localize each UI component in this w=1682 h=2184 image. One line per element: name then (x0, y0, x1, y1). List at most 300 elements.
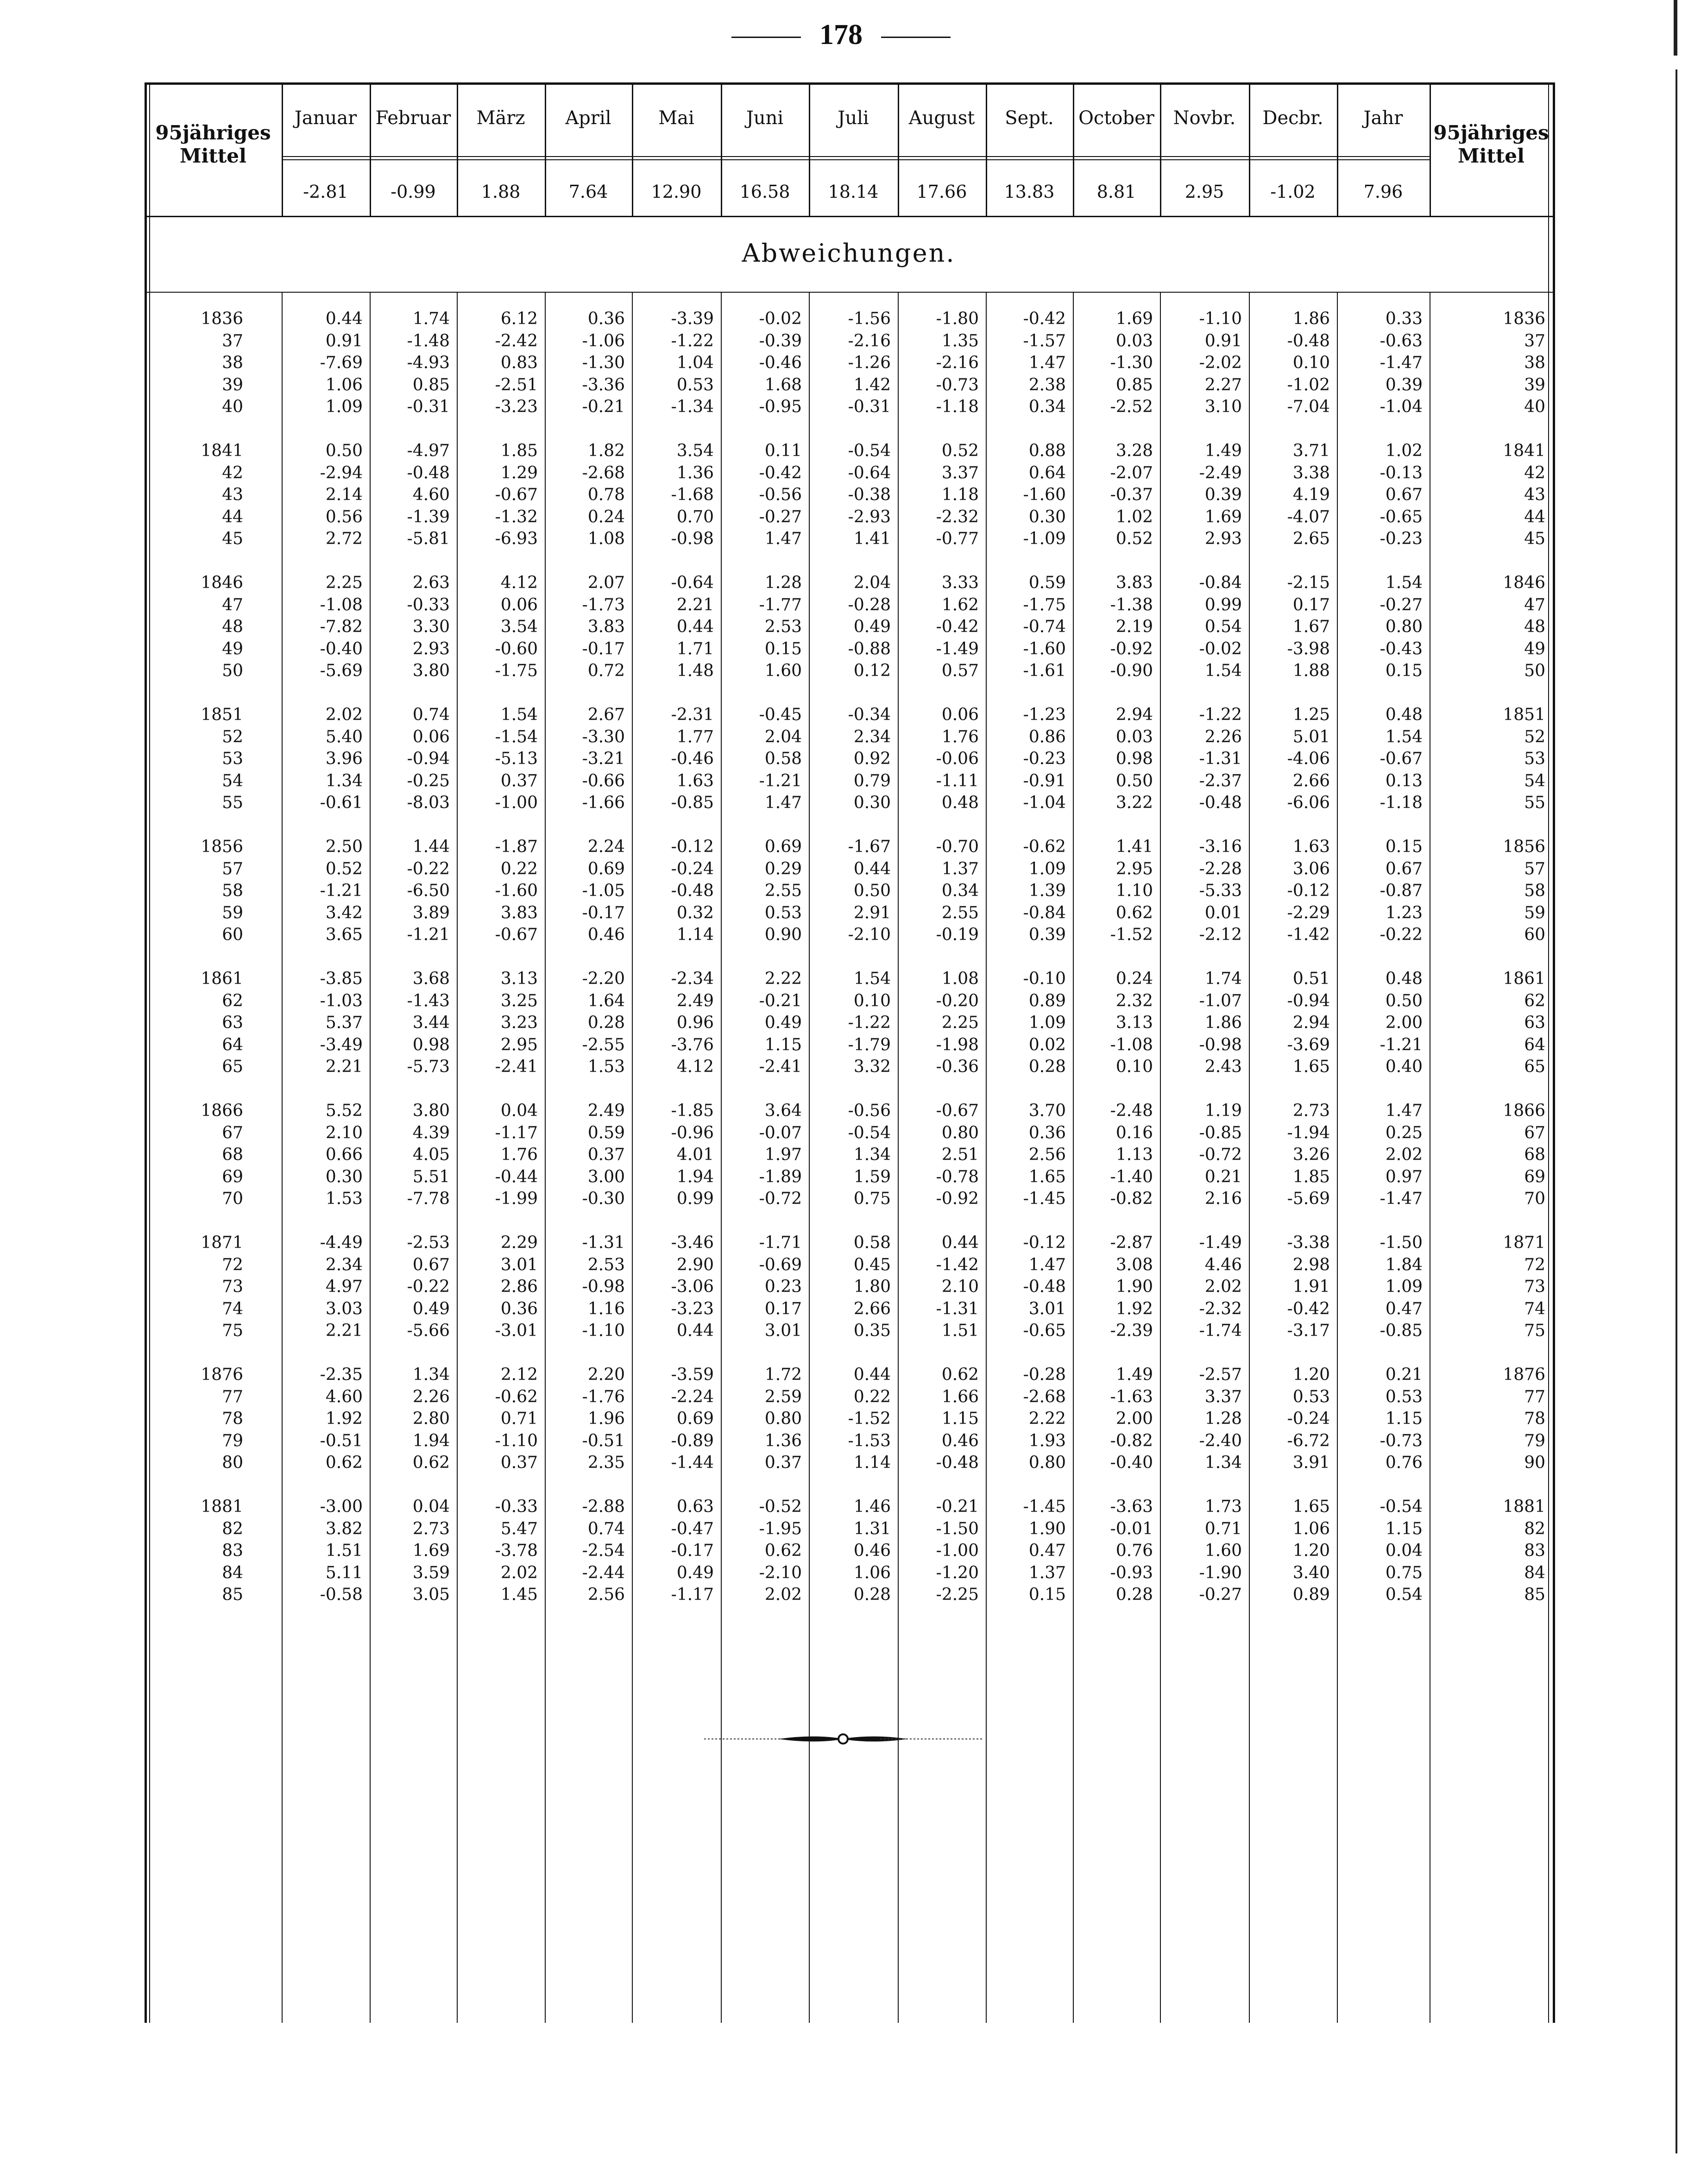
table-cell: -1.38 (1110, 595, 1153, 615)
year-label: 63 (222, 1013, 243, 1032)
table-cell: -0.62 (1023, 837, 1066, 856)
table-cell: 0.64 (1028, 463, 1066, 483)
year-label-right: 1876 (1503, 1365, 1545, 1384)
table-cell: -0.85 (671, 793, 714, 812)
table-cell: 0.30 (325, 1167, 363, 1186)
table-cell: 3.03 (325, 1299, 363, 1318)
body-col-rule (898, 292, 899, 2023)
table-cell: 0.49 (412, 1299, 450, 1318)
year-label: 59 (222, 903, 243, 923)
table-cell: 0.62 (941, 1365, 979, 1384)
table-cell: -2.34 (671, 969, 714, 988)
table-cell: -7.69 (320, 353, 363, 372)
table-cell: 0.53 (1385, 1387, 1423, 1406)
table-cell: 1.41 (853, 529, 891, 548)
year-label: 54 (222, 771, 243, 791)
side-label-line2: Mittel (1458, 144, 1525, 167)
header-bottom-rule (145, 216, 1553, 217)
table-cell: 1.09 (1385, 1277, 1423, 1296)
table-cell: -1.07 (1199, 991, 1242, 1010)
table-cell: -0.42 (936, 617, 979, 636)
table-cell: 0.80 (1028, 1453, 1066, 1472)
table-cell: 3.70 (1028, 1101, 1066, 1120)
table-cell: 0.30 (853, 793, 891, 812)
table-cell: -2.41 (495, 1057, 538, 1076)
table-cell: 0.50 (1115, 771, 1153, 791)
table-cell: 1.08 (941, 969, 979, 988)
body-col-rule (457, 292, 458, 2023)
mean-value: -2.81 (303, 182, 348, 202)
year-label-right: 47 (1524, 595, 1545, 615)
table-cell: 1.86 (1204, 1013, 1242, 1032)
table-cell: 2.00 (1115, 1409, 1153, 1428)
table-cell: -1.04 (1023, 793, 1066, 812)
header-mid-rule (282, 156, 1430, 157)
table-cell: 2.32 (1115, 991, 1153, 1010)
table-cell: 0.62 (325, 1453, 363, 1472)
table-cell: 1.63 (1292, 837, 1330, 856)
table-cell: 1.76 (941, 727, 979, 747)
table-cell: -0.48 (1199, 793, 1242, 812)
table-cell: -2.57 (1199, 1365, 1242, 1384)
table-cell: 0.15 (764, 639, 802, 659)
table-cell: -0.61 (320, 793, 363, 812)
table-cell: -0.33 (407, 595, 450, 615)
table-cell: -0.30 (582, 1189, 625, 1208)
table-cell: -0.74 (1023, 617, 1066, 636)
table-cell: 3.42 (325, 903, 363, 923)
table-cell: 2.67 (587, 705, 625, 724)
table-cell: -0.37 (1110, 485, 1153, 504)
table-cell: 1.15 (1385, 1409, 1423, 1428)
table-cell: 1.48 (676, 661, 714, 680)
table-cell: -0.96 (671, 1123, 714, 1142)
month-header: März (476, 107, 525, 129)
table-cell: 2.10 (325, 1123, 363, 1142)
table-cell: 0.10 (853, 991, 891, 1010)
table-cell: -1.40 (1110, 1167, 1153, 1186)
table-cell: 4.19 (1292, 485, 1330, 504)
table-cell: -0.54 (1380, 1497, 1423, 1516)
table-cell: 1.37 (1028, 1563, 1066, 1582)
table-cell: 2.93 (1204, 529, 1242, 548)
table-cell: -1.18 (1380, 793, 1423, 812)
table-cell: -0.78 (936, 1167, 979, 1186)
table-cell: 0.11 (764, 441, 802, 460)
table-cell: -0.98 (582, 1277, 625, 1296)
table-cell: 1.42 (853, 375, 891, 395)
table-cell: -0.24 (1287, 1409, 1330, 1428)
table-cell: -1.31 (582, 1233, 625, 1252)
table-cell: 2.91 (853, 903, 891, 923)
table-cell: -0.17 (671, 1541, 714, 1560)
table-cell: 0.50 (853, 881, 891, 900)
table-cell: -0.44 (495, 1167, 538, 1186)
table-cell: 3.44 (412, 1013, 450, 1032)
year-label: 80 (222, 1453, 243, 1472)
table-cell: -1.76 (582, 1387, 625, 1406)
table-cell: 4.39 (412, 1123, 450, 1142)
table-cell: 0.02 (1028, 1035, 1066, 1054)
table-cell: 0.86 (1028, 727, 1066, 747)
table-cell: -4.07 (1287, 507, 1330, 527)
table-cell: 1.96 (587, 1409, 625, 1428)
table-cell: 0.62 (412, 1453, 450, 1472)
table-cell: 0.67 (412, 1255, 450, 1274)
table-cell: -1.68 (671, 485, 714, 504)
table-cell: 1.97 (764, 1145, 802, 1164)
table-cell: -2.44 (582, 1563, 625, 1582)
table-cell: 0.44 (325, 309, 363, 328)
table-cell: 1.80 (853, 1277, 891, 1296)
table-cell: 1.20 (1292, 1541, 1330, 1560)
table-cell: 1.09 (1028, 859, 1066, 879)
table-cell: -0.67 (495, 485, 538, 504)
table-cell: -1.56 (848, 309, 891, 328)
table-cell: -0.66 (582, 771, 625, 791)
table-cell: 1.74 (1204, 969, 1242, 988)
table-cell: 0.51 (1292, 969, 1330, 988)
table-cell: 0.04 (500, 1101, 538, 1120)
table-cell: -8.03 (407, 793, 450, 812)
table-cell: 2.02 (1385, 1145, 1423, 1164)
month-header: Juni (746, 107, 784, 129)
table-cell: -1.22 (848, 1013, 891, 1032)
mean-value: 7.96 (1363, 182, 1403, 202)
table-cell: -0.12 (1287, 881, 1330, 900)
table-cell: -0.31 (407, 397, 450, 416)
table-cell: 2.12 (500, 1365, 538, 1384)
table-cell: -1.17 (671, 1585, 714, 1604)
year-label: 55 (222, 793, 243, 812)
table-cell: 0.75 (1385, 1563, 1423, 1582)
table-cell: 1.62 (941, 595, 979, 615)
table-cell: -2.35 (320, 1365, 363, 1384)
table-cell: 1.28 (764, 573, 802, 592)
table-cell: 1.69 (412, 1541, 450, 1560)
table-cell: -2.88 (582, 1497, 625, 1516)
table-cell: 0.37 (500, 771, 538, 791)
table-cell: -0.85 (1380, 1321, 1423, 1340)
table-cell: 2.86 (500, 1277, 538, 1296)
table-cell: -1.67 (848, 837, 891, 856)
table-cell: 0.21 (1204, 1167, 1242, 1186)
table-cell: 0.97 (1385, 1167, 1423, 1186)
table-cell: 0.03 (1115, 331, 1153, 351)
table-cell: 0.88 (1028, 441, 1066, 460)
year-label-right: 82 (1524, 1519, 1545, 1538)
table-cell: 3.89 (412, 903, 450, 923)
table-cell: 3.54 (676, 441, 714, 460)
table-cell: -1.66 (582, 793, 625, 812)
table-cell: 1.09 (325, 397, 363, 416)
table-cell: 0.48 (1385, 705, 1423, 724)
table-cell: 0.52 (1115, 529, 1153, 548)
table-cell: 2.50 (325, 837, 363, 856)
table-cell: -3.63 (1110, 1497, 1153, 1516)
table-cell: 0.46 (941, 1431, 979, 1450)
month-header: Decbr. (1262, 107, 1323, 129)
year-label: 69 (222, 1167, 243, 1186)
table-cell: 0.78 (587, 485, 625, 504)
table-cell: 0.36 (1028, 1123, 1066, 1142)
table-cell: -0.12 (1023, 1233, 1066, 1252)
table-cell: 1.28 (1204, 1409, 1242, 1428)
year-label-right: 43 (1524, 485, 1545, 504)
year-label: 79 (222, 1431, 243, 1450)
table-cell: -0.67 (495, 925, 538, 944)
table-cell: -4.97 (407, 441, 450, 460)
table-cell: 0.28 (1028, 1057, 1066, 1076)
table-cell: -1.49 (1199, 1233, 1242, 1252)
table-cell: 1.47 (1028, 1255, 1066, 1274)
year-label: 47 (222, 595, 243, 615)
table-cell: 0.89 (1292, 1585, 1330, 1604)
month-header: October (1078, 107, 1154, 129)
table-cell: -1.73 (582, 595, 625, 615)
table-cell: -1.30 (582, 353, 625, 372)
mean-value: 17.66 (916, 182, 967, 202)
table-cell: -1.85 (671, 1101, 714, 1120)
table-cell: -0.27 (1380, 595, 1423, 615)
table-cell: 0.28 (853, 1585, 891, 1604)
table-cell: -2.53 (407, 1233, 450, 1252)
table-cell: 0.52 (325, 859, 363, 879)
table-cell: 1.20 (1292, 1365, 1330, 1384)
year-label: 42 (222, 463, 243, 483)
table-cell: 1.18 (941, 485, 979, 504)
body-col-rule (545, 292, 546, 2023)
table-cell: -1.99 (495, 1189, 538, 1208)
table-cell: 0.03 (1115, 727, 1153, 747)
subtitle-bottom-rule (145, 292, 1553, 293)
table-cell: -0.54 (848, 1123, 891, 1142)
year-label-right: 57 (1524, 859, 1545, 879)
table-cell: 0.34 (1028, 397, 1066, 416)
table-cell: 1.91 (1292, 1277, 1330, 1296)
table-cell: -1.80 (936, 309, 979, 328)
table-cell: 0.76 (1385, 1453, 1423, 1472)
table-cell: 2.02 (764, 1585, 802, 1604)
table-cell: 0.24 (1115, 969, 1153, 988)
table-cell: -1.60 (495, 881, 538, 900)
table-cell: -0.82 (1110, 1431, 1153, 1450)
table-cell: -0.72 (759, 1189, 802, 1208)
table-cell: -2.93 (848, 507, 891, 527)
table-cell: -4.06 (1287, 749, 1330, 768)
table-cell: 0.83 (500, 353, 538, 372)
table-cell: -0.02 (759, 309, 802, 328)
table-cell: -2.31 (671, 705, 714, 724)
table-cell: 0.33 (1385, 309, 1423, 328)
table-cell: 1.65 (1292, 1057, 1330, 1076)
table-cell: 3.83 (1115, 573, 1153, 592)
table-cell: 1.04 (676, 353, 714, 372)
table-cell: 0.22 (500, 859, 538, 879)
year-label: 72 (222, 1255, 243, 1274)
table-cell: 2.94 (1115, 705, 1153, 724)
table-cell: 0.06 (412, 727, 450, 747)
table-cell: 0.80 (1385, 617, 1423, 636)
table-cell: -0.28 (1023, 1365, 1066, 1384)
table-cell: -0.56 (759, 485, 802, 504)
year-label-right: 65 (1524, 1057, 1545, 1076)
table-cell: 2.55 (764, 881, 802, 900)
mean-value: 7.64 (568, 182, 608, 202)
table-cell: -3.38 (1287, 1233, 1330, 1252)
table-cell: 1.54 (500, 705, 538, 724)
table-cell: 4.01 (676, 1145, 714, 1164)
side-label-line1: 95jähriges (1433, 121, 1549, 144)
table-cell: -3.30 (582, 727, 625, 747)
table-cell: 3.22 (1115, 793, 1153, 812)
table-cell: 2.93 (412, 639, 450, 659)
page-number-text: 178 (819, 19, 863, 50)
table-cell: -1.06 (582, 331, 625, 351)
table-cell: 1.59 (853, 1167, 891, 1186)
table-cell: 1.08 (587, 529, 625, 548)
table-cell: -0.45 (759, 705, 802, 724)
month-header: Juli (838, 107, 869, 129)
table-cell: 3.25 (500, 991, 538, 1010)
year-label: 1856 (201, 837, 243, 856)
table-cell: -1.47 (1380, 1189, 1423, 1208)
table-cell: 2.34 (325, 1255, 363, 1274)
year-label-right: 59 (1524, 903, 1545, 923)
table-cell: -0.07 (759, 1123, 802, 1142)
table-cell: 1.36 (764, 1431, 802, 1450)
table-cell: -0.21 (759, 991, 802, 1010)
table-cell: 5.11 (325, 1563, 363, 1582)
table-cell: -5.81 (407, 529, 450, 548)
table-cell: 0.16 (1115, 1123, 1153, 1142)
table-cell: -0.43 (1380, 639, 1423, 659)
table-cell: 0.70 (676, 507, 714, 527)
table-cell: 0.49 (764, 1013, 802, 1032)
table-cell: -1.48 (407, 331, 450, 351)
table-cell: -0.54 (848, 441, 891, 460)
table-cell: -1.30 (1110, 353, 1153, 372)
body-col-rule (370, 292, 371, 2023)
table-cell: 1.73 (1204, 1497, 1242, 1516)
table-cell: 1.09 (1028, 1013, 1066, 1032)
table-cell: 2.35 (587, 1453, 625, 1472)
table-cell: -0.87 (1380, 881, 1423, 900)
table-cell: -0.21 (936, 1497, 979, 1516)
table-cell: 3.01 (764, 1321, 802, 1340)
year-label: 85 (222, 1585, 243, 1604)
table-cell: 1.34 (325, 771, 363, 791)
table-cell: -1.17 (495, 1123, 538, 1142)
table-cell: 1.06 (325, 375, 363, 395)
table-cell: -4.49 (320, 1233, 363, 1252)
table-cell: -1.04 (1380, 397, 1423, 416)
table-cell: -0.19 (936, 925, 979, 944)
table-cell: -1.75 (1023, 595, 1066, 615)
table-cell: 2.53 (587, 1255, 625, 1274)
table-cell: 0.06 (941, 705, 979, 724)
table-cell: -3.21 (582, 749, 625, 768)
table-cell: -1.74 (1199, 1321, 1242, 1340)
table-cell: 3.80 (412, 1101, 450, 1120)
table-cell: -3.69 (1287, 1035, 1330, 1054)
table-cell: -0.31 (848, 397, 891, 416)
table-cell: -1.50 (936, 1519, 979, 1538)
table-cell: 0.44 (676, 617, 714, 636)
table-cell: 1.82 (587, 441, 625, 460)
table-cell: -2.10 (759, 1563, 802, 1582)
table-cell: 2.14 (325, 485, 363, 504)
table-cell: -0.39 (759, 331, 802, 351)
table-cell: 0.34 (941, 881, 979, 900)
header-side-label-right (1430, 121, 1553, 168)
table-cell: 0.62 (764, 1541, 802, 1560)
table-cell: -0.22 (407, 1277, 450, 1296)
table-cell: -0.40 (1110, 1453, 1153, 1472)
table-cell: -1.08 (320, 595, 363, 615)
year-label: 40 (222, 397, 243, 416)
table-cell: 0.54 (1385, 1585, 1423, 1604)
table-cell: 1.74 (412, 309, 450, 328)
table-cell: 0.44 (941, 1233, 979, 1252)
table-cell: 0.28 (1115, 1585, 1153, 1604)
year-label-right: 60 (1524, 925, 1545, 944)
table-cell: 5.01 (1292, 727, 1330, 747)
table-cell: 0.92 (853, 749, 891, 768)
year-label: 82 (222, 1519, 243, 1538)
table-cell: 0.46 (587, 925, 625, 944)
body-col-rule (721, 292, 722, 2023)
table-cell: 3.54 (500, 617, 538, 636)
table-cell: -1.43 (407, 991, 450, 1010)
table-cell: 1.15 (764, 1035, 802, 1054)
table-cell: 0.96 (676, 1013, 714, 1032)
table-cell: 2.34 (853, 727, 891, 747)
table-cell: 0.10 (1292, 353, 1330, 372)
table-cell: 0.01 (1204, 903, 1242, 923)
table-cell: -2.25 (936, 1585, 979, 1604)
table-cell: -0.52 (759, 1497, 802, 1516)
table-cell: -0.48 (671, 881, 714, 900)
table-cell: 3.80 (412, 661, 450, 680)
month-header: Sept. (1005, 107, 1054, 129)
year-label-right: 85 (1524, 1585, 1545, 1604)
table-cell: 1.94 (412, 1431, 450, 1450)
year-label: 1851 (201, 705, 243, 724)
table-cell: -0.01 (1110, 1519, 1153, 1538)
table-cell: 0.90 (764, 925, 802, 944)
table-cell: -0.91 (1023, 771, 1066, 791)
table-cell: 2.63 (412, 573, 450, 592)
table-cell: -1.95 (759, 1519, 802, 1538)
table-cell: 5.51 (412, 1167, 450, 1186)
table-cell: 2.51 (941, 1145, 979, 1164)
table-cell: 0.63 (676, 1497, 714, 1516)
side-label-line2: Mittel (180, 144, 246, 167)
page-number-rule-right (881, 37, 951, 38)
table-cell: -0.77 (936, 529, 979, 548)
table-cell: -5.66 (407, 1321, 450, 1340)
table-cell: -1.63 (1110, 1387, 1153, 1406)
table-cell: -1.57 (1023, 331, 1066, 351)
table-cell: -1.77 (759, 595, 802, 615)
table-cell: 2.90 (676, 1255, 714, 1274)
table-cell: -1.31 (936, 1299, 979, 1318)
table-cell: -5.13 (495, 749, 538, 768)
table-cell: 1.66 (941, 1387, 979, 1406)
table-cell: 3.82 (325, 1519, 363, 1538)
month-header: Jahr (1363, 107, 1403, 129)
